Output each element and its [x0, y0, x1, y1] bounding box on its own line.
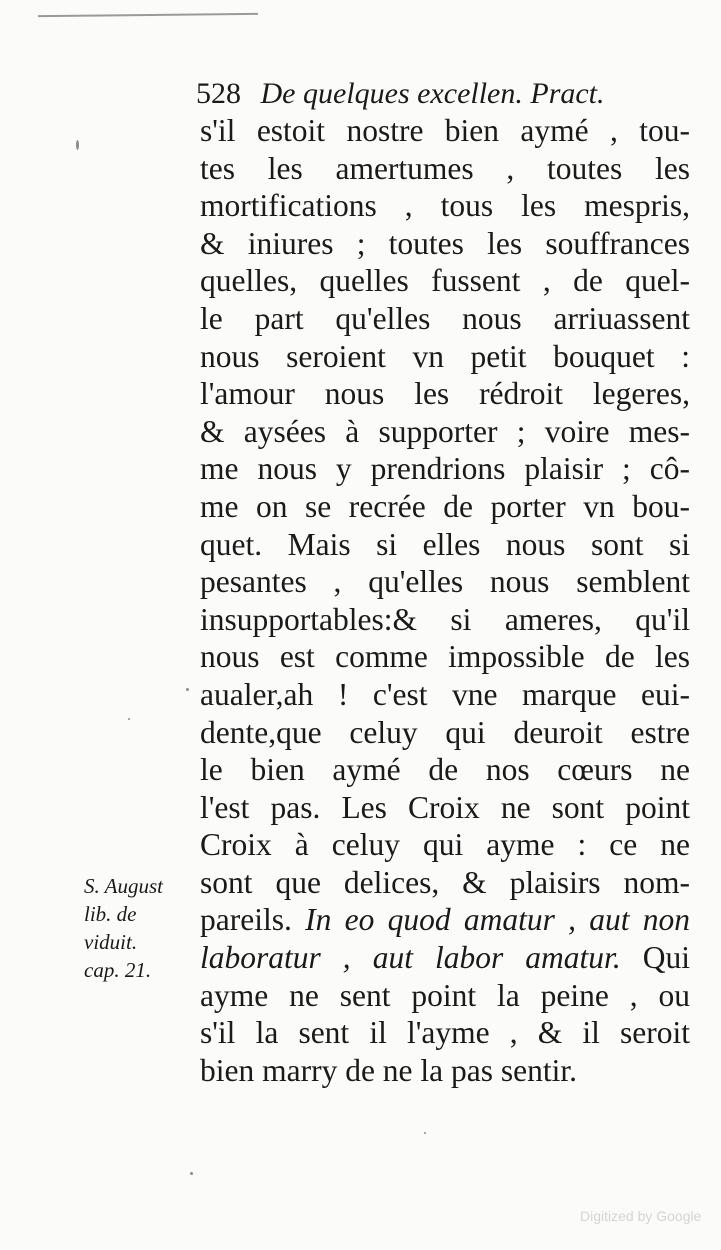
body-line: tes les amertumes , toutes les [200, 150, 690, 186]
latin-lead: pareils. [200, 902, 306, 938]
margin-line: viduit. [84, 930, 138, 954]
latin-quote: laboratur , aut labor amatur. [200, 940, 621, 976]
body-line: sont que delices, & plaisirs nom- [200, 864, 690, 900]
running-header [196, 74, 666, 114]
ink-speck [128, 718, 130, 720]
margin-line: cap. 21. [84, 958, 152, 982]
body-line: l'est pas. Les Croix ne sont point [200, 789, 690, 825]
body-line: s'il estoit nostre bien aymé , tou- [200, 113, 690, 148]
body-line: nous est comme impossible de les [200, 639, 690, 675]
latin-trail: Qui [620, 940, 690, 976]
body-line: mortifications , tous les mespris, [200, 188, 690, 224]
body-line: Croix à celuy qui ayme : ce ne [200, 827, 690, 863]
body-text [200, 112, 690, 1089]
margin-citation [84, 872, 194, 984]
watermark: Digitized by Google [580, 1208, 702, 1224]
body-line-final: bien marry de ne la pas sentir. [200, 1052, 578, 1088]
ink-speck [424, 1132, 426, 1134]
running-title: De quelques excellen. Pract. [260, 77, 605, 110]
body-line: s'il la sent il l'ayme , & il seroit [200, 1015, 690, 1051]
body-line: aualer,ah ! c'est vne marque eui- [200, 676, 690, 712]
body-line: nous seroient vn petit bouquet : [200, 338, 690, 374]
latin-quote-line [200, 939, 690, 977]
latin-quote-line [200, 901, 690, 939]
body-line: le bien aymé de nos cœurs ne [200, 752, 690, 788]
margin-line: S. August [84, 874, 163, 898]
body-line: me nous y prendrions plaisir ; cô- [200, 451, 690, 487]
ink-speck [76, 140, 79, 150]
margin-line: lib. de [84, 902, 137, 926]
body-line: & iniures ; toutes les souffrances [200, 225, 690, 261]
ink-speck [190, 1172, 193, 1175]
body-line: insupportables:& si ameres, qu'il [200, 601, 690, 637]
ink-speck [186, 688, 189, 691]
latin-quote: In eo quod amatur , aut non [305, 902, 691, 938]
body-line: quelles, quelles fussent , de quel- [200, 263, 690, 299]
body-line: pesantes , qu'elles nous semblent [200, 564, 690, 600]
page-number: 528 [196, 77, 241, 110]
body-line: & aysées à supporter ; voire mes- [200, 413, 690, 449]
body-line: me on se recrée de porter vn bou- [200, 488, 690, 524]
body-line: le part qu'elles nous arriuassent [200, 300, 690, 336]
body-line: l'amour nous les rédroit legeres, [200, 376, 690, 412]
top-rule [38, 13, 258, 17]
body-line: ayme ne sent point la peine , ou [200, 977, 690, 1013]
body-line: quet. Mais si elles nous sont si [200, 526, 690, 562]
body-line: dente,que celuy qui deuroit estre [200, 714, 690, 750]
